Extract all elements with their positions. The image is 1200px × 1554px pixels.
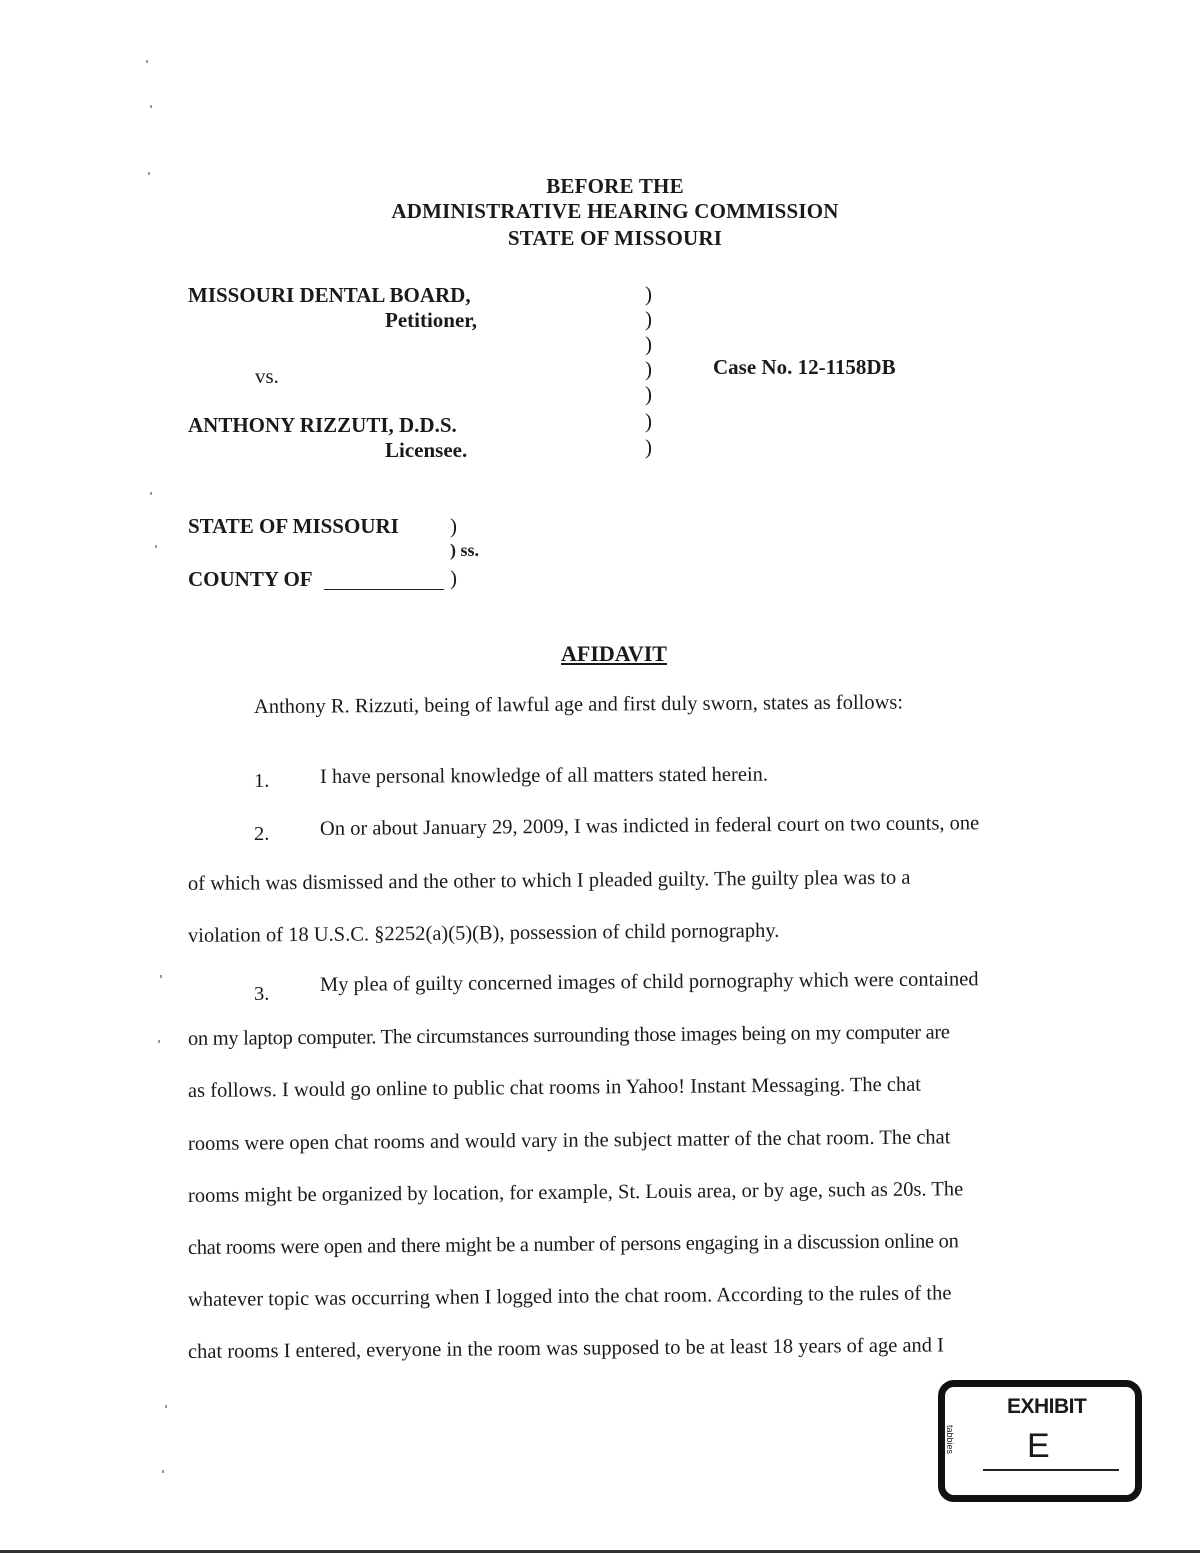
paragraph-number: 3. — [254, 983, 270, 1005]
paragraph-line: of which was dismissed and the other to which I pleaded guilty. The guilty plea was to a — [187, 866, 911, 895]
paren: ) — [645, 307, 652, 331]
scan-speck — [162, 1470, 164, 1473]
paragraph-number: 1. — [254, 770, 270, 792]
case-number: Case No. 12-1158DB — [713, 355, 896, 379]
paragraph-line: My plea of guilty concerned images of child pornography which were contained — [319, 968, 979, 996]
scan-speck — [150, 105, 152, 108]
paragraph-line: on my laptop computer. The circumstances surrounding those images being on my computer are — [187, 1021, 950, 1050]
paragraph-line: as follows. I would go online to public chat rooms in Yahoo! Instant Messaging. The chat — [187, 1073, 922, 1102]
scan-speck — [165, 1405, 167, 1408]
paragraph-line: chat rooms I entered, everyone in the room was supposed to be at least 18 years of age and I — [187, 1334, 945, 1363]
venue-ss: ) ss. — [450, 540, 480, 560]
exhibit-letter: E — [1027, 1427, 1050, 1465]
paragraph-line: whatever topic was occurring when I logged into the chat room. According to the rules of the — [187, 1282, 952, 1311]
licensee-name: ANTHONY RIZZUTI, D.D.S. — [188, 413, 457, 437]
paren: ) — [645, 435, 652, 459]
scan-speck — [148, 172, 150, 175]
county-blank-line — [324, 589, 444, 590]
paragraph-line: violation of 18 U.S.C. §2252(a)(5)(B), possession of child pornography. — [187, 919, 780, 947]
petitioner-name: MISSOURI DENTAL BOARD, — [188, 283, 471, 307]
document-title: AFIDAVIT — [561, 641, 667, 666]
venue-paren: ) — [450, 566, 457, 590]
exhibit-underline — [983, 1469, 1119, 1471]
venue-state: STATE OF MISSOURI — [188, 514, 399, 538]
paragraph-line: chat rooms were open and there might be a number of persons engaging in a discussion online on — [187, 1230, 959, 1259]
paragraph-line: I have personal knowledge of all matters stated herein. — [319, 763, 769, 788]
heading-line-1: BEFORE THE — [546, 174, 684, 198]
exhibit-side-text: tabbies — [945, 1425, 955, 1455]
paragraph-number: 2. — [254, 823, 270, 845]
paren: ) — [645, 357, 652, 381]
exhibit-sticker — [938, 1380, 1142, 1502]
paren: ) — [645, 282, 652, 306]
venue-county: COUNTY OF — [188, 567, 313, 591]
scan-speck — [158, 1040, 160, 1043]
licensee-role: Licensee. — [385, 438, 468, 462]
paragraph-line: On or about January 29, 2009, I was indicted in federal court on two counts, one — [319, 812, 980, 840]
paren: ) — [645, 332, 652, 356]
heading-line-3: STATE OF MISSOURI — [507, 226, 723, 250]
venue-paren: ) — [450, 514, 457, 538]
scan-speck — [150, 492, 152, 495]
scan-speck — [160, 975, 162, 978]
intro-text: Anthony R. Rizzuti, being of lawful age and first duly sworn, states as follows: — [253, 691, 904, 718]
paren: ) — [645, 409, 652, 433]
scan-bottom-edge — [0, 1550, 1200, 1553]
paragraph-line: rooms were open chat rooms and would vary in the subject matter of the chat room. The chat — [187, 1126, 951, 1155]
paren: ) — [645, 382, 652, 406]
scan-speck — [146, 60, 148, 63]
heading-line-2: ADMINISTRATIVE HEARING COMMISSION — [391, 199, 839, 223]
scan-speck — [155, 545, 157, 548]
petitioner-role: Petitioner, — [385, 308, 477, 332]
exhibit-title: EXHIBIT — [1007, 1395, 1087, 1418]
paragraph-line: rooms might be organized by location, for example, St. Louis area, or by age, such as 20s. The — [187, 1178, 964, 1207]
versus: vs. — [255, 364, 279, 388]
